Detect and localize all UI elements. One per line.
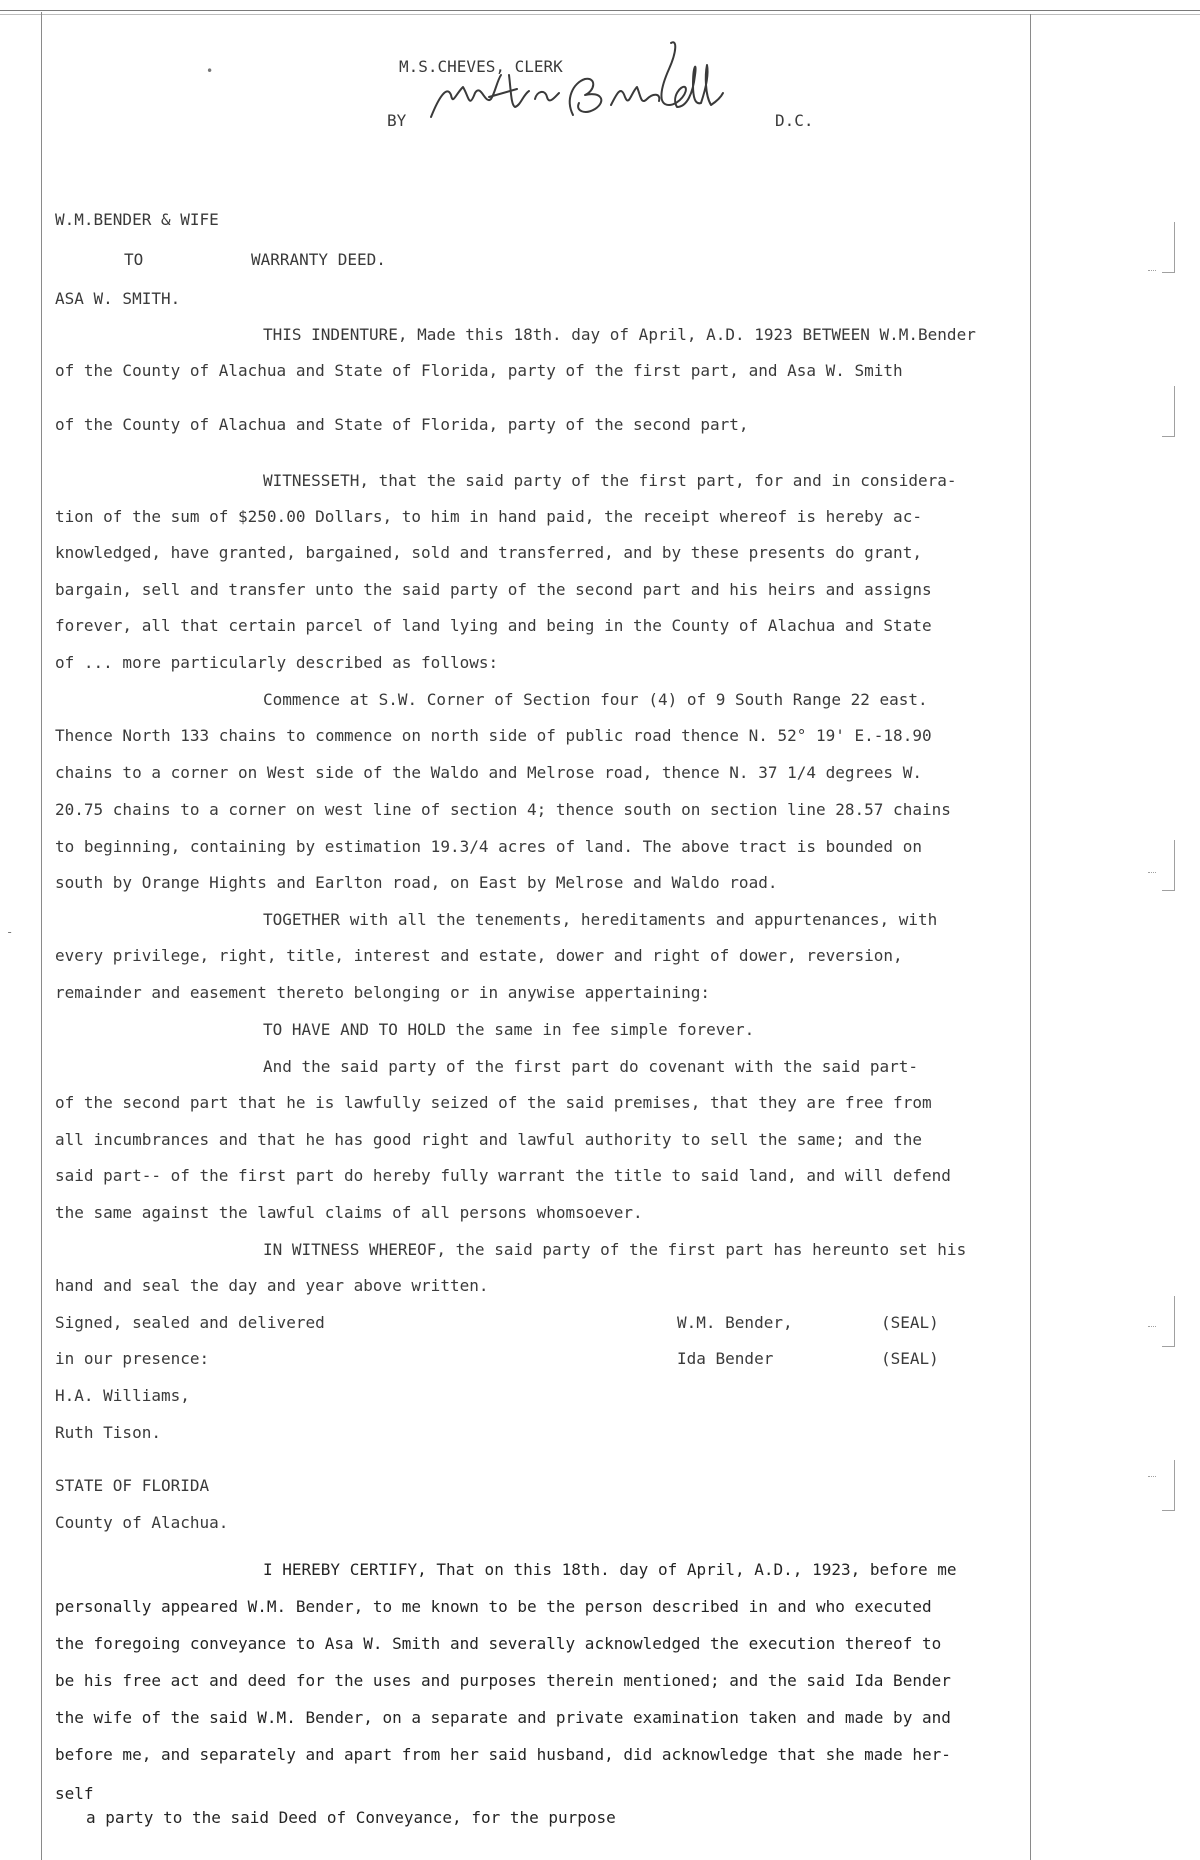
to-caption: TO xyxy=(124,250,144,269)
deed-line: And the said party of the first part do covenant with the said part- xyxy=(263,1057,919,1076)
deed-line: the same against the lawful claims of all persons whomsoever. xyxy=(55,1203,643,1222)
deed-line: south by Orange Hights and Earlton road, on East by Melrose and Waldo road. xyxy=(55,873,778,892)
deed-line: remainder and easement thereto belonging or in anywise appertaining: xyxy=(55,983,711,1002)
margin-bracket xyxy=(1162,1460,1175,1511)
deed-line: tion of the sum of $250.00 Dollars, to him in hand paid, the receipt whereof is hereby ac- xyxy=(55,507,922,526)
margin-tick xyxy=(1148,872,1156,873)
deed-line: THIS INDENTURE, Made this 18th. day of April, A.D. 1923 BETWEEN W.M.Bender xyxy=(263,325,976,344)
stray-mark: • xyxy=(206,64,214,78)
margin-bracket xyxy=(1162,222,1175,273)
deed-line: chains to a corner on West side of the Waldo and Melrose road, thence N. 37 1/4 degrees W. xyxy=(55,763,922,782)
margin-bracket xyxy=(1162,386,1175,437)
acknowledgment-line: self xyxy=(55,1784,94,1803)
witness-name: H.A. Williams, xyxy=(55,1386,190,1405)
deed-line: WITNESSETH, that the said party of the first part, for and in considera- xyxy=(263,471,957,490)
top-rule-secondary xyxy=(0,14,1200,15)
seal-label: (SEAL) xyxy=(881,1349,939,1368)
deed-line: Thence North 133 chains to commence on north side of public road thence N. 52° 19' E.-18.90 xyxy=(55,726,932,745)
deed-line: forever, all that certain parcel of land lying and being in the County of Alachua and State xyxy=(55,616,932,635)
deed-line: all incumbrances and that he has good right and lawful authority to sell the same; and the xyxy=(55,1130,922,1149)
by-label: BY xyxy=(387,111,407,130)
venue-state: STATE OF FLORIDA xyxy=(55,1476,210,1495)
deed-line: of the County of Alachua and State of Florida, party of the first part, and Asa W. Smith xyxy=(55,361,903,380)
grantee-caption: ASA W. SMITH. xyxy=(55,289,181,308)
top-rule xyxy=(0,10,1200,11)
deputy-clerk-signature-image xyxy=(425,35,725,135)
right-margin-rule xyxy=(1030,14,1031,1860)
venue-county: County of Alachua. xyxy=(55,1513,229,1532)
left-margin-rule xyxy=(41,12,42,1860)
acknowledgment-line: the wife of the said W.M. Bender, on a separate and private examination taken and made by and xyxy=(55,1708,951,1727)
deed-line: bargain, sell and transfer unto the said party of the second part and his heirs and assigns xyxy=(55,580,932,599)
deed-line: Commence at S.W. Corner of Section four (4) of 9 South Range 22 east. xyxy=(263,690,928,709)
deed-line: said part-- of the first part do hereby fully warrant the title to said land, and will defend xyxy=(55,1166,951,1185)
margin-bracket xyxy=(1162,1296,1175,1347)
signed-sealed-delivered: Signed, sealed and delivered xyxy=(55,1313,325,1332)
deed-line: of the second part that he is lawfully seized of the said premises, that they are free from xyxy=(55,1093,932,1112)
clerk-name: M.S.CHEVES, CLERK xyxy=(399,57,563,76)
acknowledgment-line: before me, and separately and apart from her said husband, did acknowledge that she made her- xyxy=(55,1745,951,1764)
deed-type-caption: WARRANTY DEED. xyxy=(251,250,386,269)
deed-line: 20.75 chains to a corner on west line of section 4; thence south on section line 28.57 chains xyxy=(55,800,951,819)
stray-mark: - xyxy=(6,925,14,939)
acknowledgment-line: a party to the said Deed of Conveyance, for the purpose xyxy=(86,1808,616,1827)
deed-line: IN WITNESS WHEREOF, the said party of the first part has hereunto set his xyxy=(263,1240,967,1259)
deed-line: TO HAVE AND TO HOLD the same in fee simple forever. xyxy=(263,1020,755,1039)
deed-line: TOGETHER with all the tenements, hereditaments and appurtenances, with xyxy=(263,910,938,929)
witness-name: Ruth Tison. xyxy=(55,1423,161,1442)
signer-name: Ida Bender xyxy=(677,1349,774,1368)
acknowledgment-line: personally appeared W.M. Bender, to me known to be the person described in and who executed xyxy=(55,1597,932,1616)
margin-tick xyxy=(1148,1476,1156,1477)
deed-line: knowledged, have granted, bargained, sold and transferred, and by these presents do grant, xyxy=(55,543,922,562)
deed-line: to beginning, containing by estimation 19.3/4 acres of land. The above tract is bounded on xyxy=(55,837,922,856)
deed-line: every privilege, right, title, interest and estate, dower and right of dower, reversion, xyxy=(55,946,903,965)
deed-line: hand and seal the day and year above written. xyxy=(55,1276,489,1295)
deputy-clerk-label: D.C. xyxy=(775,111,814,130)
margin-tick xyxy=(1148,1326,1156,1327)
in-our-presence: in our presence: xyxy=(55,1349,210,1368)
acknowledgment-line: I HEREBY CERTIFY, That on this 18th. day of April, A.D., 1923, before me xyxy=(263,1560,957,1579)
margin-tick xyxy=(1148,270,1156,271)
acknowledgment-line: be his free act and deed for the uses and purposes therein mentioned; and the said Ida Bender xyxy=(55,1671,951,1690)
deed-line: of ... more particularly described as follows: xyxy=(55,653,499,672)
margin-bracket xyxy=(1162,840,1175,891)
grantor-caption: W.M.BENDER & WIFE xyxy=(55,210,219,229)
acknowledgment-line: the foregoing conveyance to Asa W. Smith and severally acknowledged the execution thereof to xyxy=(55,1634,942,1653)
signer-name: W.M. Bender, xyxy=(677,1313,793,1332)
seal-label: (SEAL) xyxy=(881,1313,939,1332)
deed-line: of the County of Alachua and State of Florida, party of the second part, xyxy=(55,415,749,434)
